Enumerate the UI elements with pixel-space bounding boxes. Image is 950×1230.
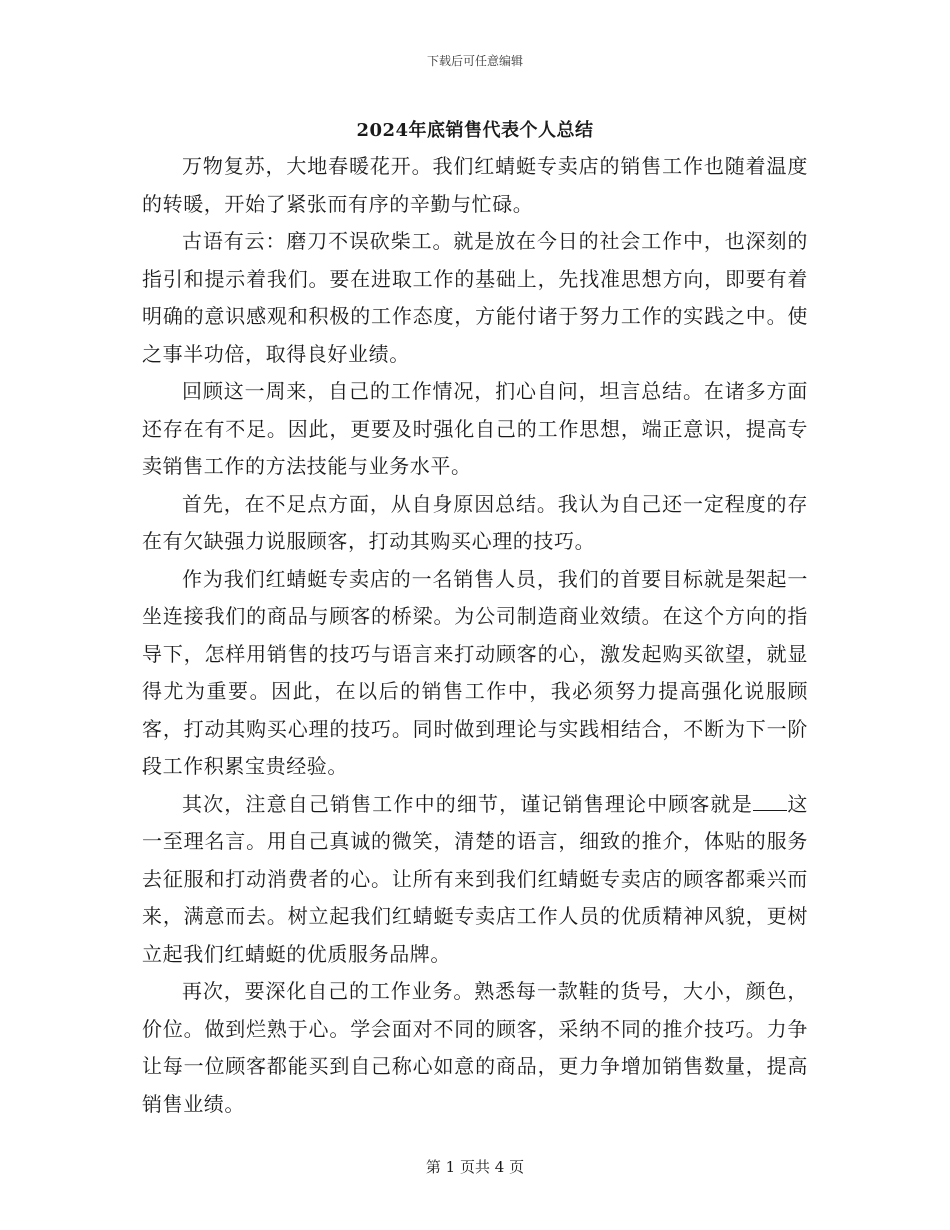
- paragraph-3: 回顾这一周来，自己的工作情况，扪心自问，坦言总结。在诸多方面还存在有不足。因此，更要及时强化自己的工作思想，端正意识，提高专卖销售工作的方法技能与业务水平。: [142, 379, 808, 478]
- paragraph-6-before-blank: 其次，注意自己销售工作中的细节，谨记销售理论中顾客就是: [182, 791, 753, 816]
- paragraph-6-after-blank: 这一至理名言。用自己真诚的微笑，清楚的语言，细致的推介，体贴的服务去征服和打动消费者的心。让所有来到我们红蜻蜓专卖店的顾客都乘兴而来，满意而去。树立起我们红蜻蜓专卖店工作人员的优质精神风貌，更树立起我们红蜻蜓的优质服务品牌。: [142, 791, 809, 966]
- paragraph-4: 首先，在不足点方面，从自身原因总结。我认为自己还一定程度的存在有欠缺强力说服顾客，打动其购买心理的技巧。: [142, 491, 808, 553]
- paragraph-2: 古语有云：磨刀不误砍柴工。就是放在今日的社会工作中，也深刻的指引和提示着我们。要在进取工作的基础上，先找准思想方向，即要有着明确的意识感观和积极的工作态度，方能付诸于努力工作的实践之中。使之事半功倍，取得良好业绩。: [142, 229, 808, 366]
- paragraph-1: 万物复苏，大地春暖花开。我们红蜻蜓专卖店的销售工作也随着温度的转暖，开始了紧张而有序的辛勤与忙碌。: [142, 154, 808, 216]
- fill-in-blank: [753, 792, 787, 811]
- paragraph-6: [142, 786, 808, 974]
- paragraph-5: 作为我们红蜻蜓专卖店的一名销售人员，我们的首要目标就是架起一坐连接我们的商品与顾客的桥梁。为公司制造商业效绩。在这个方向的指导下，怎样用销售的技巧与语言来打动顾客的心，激发起购买欲望，就显得尤为重要。因此，在以后的销售工作中，我必须努力提高强化说服顾客，打动其购买心理的技巧。同时做到理论与实践相结合，不断为下一阶段工作积累宝贵经验。: [142, 566, 808, 778]
- document-title: 2024年底销售代表个人总结: [356, 120, 594, 141]
- header-note: 下载后可任意编辑: [426, 54, 523, 68]
- page-footer: 第 1 页共 4 页: [425, 1158, 525, 1176]
- document-body: [142, 148, 808, 1123]
- paragraph-7: 再次，要深化自己的工作业务。熟悉每一款鞋的货号，大小，颜色，价位。做到烂熟于心。学会面对不同的顾客，采纳不同的推介技巧。力争让每一位顾客都能买到自己称心如意的商品，更力争增加销售数量，提高销售业绩。: [142, 979, 808, 1116]
